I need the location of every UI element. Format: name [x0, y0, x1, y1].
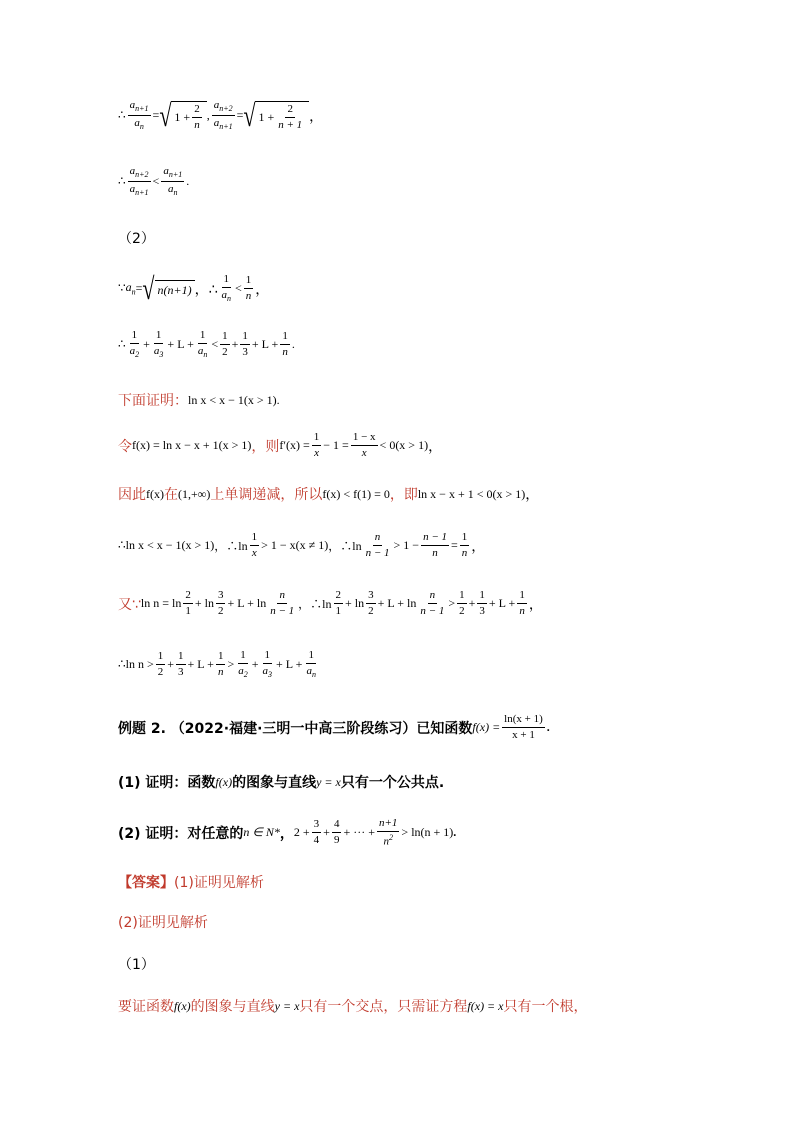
line-log-bounds: ∴ln x < x − 1(x > 1) ，∴ln $\frac{1}{x}$ > 1 − x(x ≠ 1) ，∴ln $\frac{n}{n - 1}$ > 1 − $\frac{n - 1}{n}$ = $\frac{1}{n}$ ， [118, 531, 486, 559]
line-an-definition: ∵ $a_n$ = √ n(n+1) ，∴ $\frac{1}{a_n}$ < $\frac{1}{n}$ ， [118, 270, 270, 306]
sqrt: √ 1 + $\frac{2}{n + 1}$ [243, 101, 309, 131]
line-telescoping: 又∵ ln n = ln $\frac{2}{1}$ + ln $\frac{3}{2}$ + L + ln $\frac{n}{n - 1}$ ，∴ln $\frac{2}{1}$ + ln $\frac{3}{2}$ + L + ln $\frac{n}{n - 1}$ > $\frac{1}{2}$ + $\frac{1}{3}$ + L + $\frac{1}{n}$ ， [118, 589, 543, 617]
example-2-title: 例题 2. （2022·福建·三明一中高三阶段练习）已知函数 f(x) = $\frac{\ln(x + 1)}{x + 1}$ . [118, 713, 550, 741]
question-2: (2) 证明：对任意的 n ∈ N* ， 2 + $\frac{3}{4}$ + $\frac{4}{9}$ + ··· + $\frac{n+1}{n^2}$ > ln(n + 1) . [118, 817, 457, 848]
answer-line-2: (2)证明见解析 [118, 915, 208, 931]
sqrt: √ 1 + $\frac{2}{n}$ [159, 101, 206, 131]
therefore-symbol: ∴ [118, 108, 126, 123]
fraction: $\frac{a_{n+1}}{a_n}$ [129, 99, 149, 132]
fraction: $\frac{a_{n+2}}{a_{n+1}}$ [213, 99, 233, 132]
answer-tag: 【答案】 [118, 875, 174, 891]
line-ratio-compare: ∴ $\frac{a_{n+2}}{a_{n+1}}$ < $\frac{a_{n+1}}{a_n}$ . [118, 165, 190, 198]
line-lemma: 下面证明： ln x < x − 1(x > 1) . [118, 392, 280, 409]
part-2-label: （2） [118, 231, 155, 247]
answer-line-1: 【答案】 (1)证明见解析 [118, 872, 264, 892]
solution-line: 要证函数 f(x) 的图象与直线 y = x 只有一个交点，只需证方程 f(x) = x 只有一个根， [118, 998, 588, 1015]
part-1-label: （1） [118, 957, 155, 973]
line-conclusion: ∴ln n > $\frac{1}{2}$ + $\frac{1}{3}$ + L + $\frac{1}{n}$ > $\frac{1}{a_2}$ + $\frac{1}{a_3}$ + L + $\frac{1}{a_n}$ [118, 649, 316, 680]
line-define-f: 令 f(x) = ln x − x + 1(x > 1) ，则 f′(x) = $\frac{1}{x}$ − 1 = $\frac{1 - x}{x}$ < 0(x > 1) ， [118, 431, 443, 459]
line-monotonic: 因此 f(x) 在 (1,+∞) 上单调递减，所以 f(x) < f(1) = 0 ，即 ln x − x + 1 < 0(x > 1) ， [118, 486, 540, 503]
question-1: (1) 证明：函数 f(x) 的图象与直线 y = x 只有一个公共点. [118, 774, 445, 791]
line-ratio-sqrt: ∴ $\frac{a_{n+1}}{a_n}$ = √ 1 + $\frac{2}{n}$ , $\frac{a_{n+2}}{a_{n+1}}$ = √ 1 + $\frac{2}{n + 1}$ ， [118, 97, 324, 133]
line-sum-inequality: ∴ $\frac{1}{a_2}$ + $\frac{1}{a_3}$ + L + $\frac{1}{a_n}$ < $\frac{1}{2}$ + $\frac{1}{3}$ + L + $\frac{1}{n}$ . [118, 329, 295, 360]
